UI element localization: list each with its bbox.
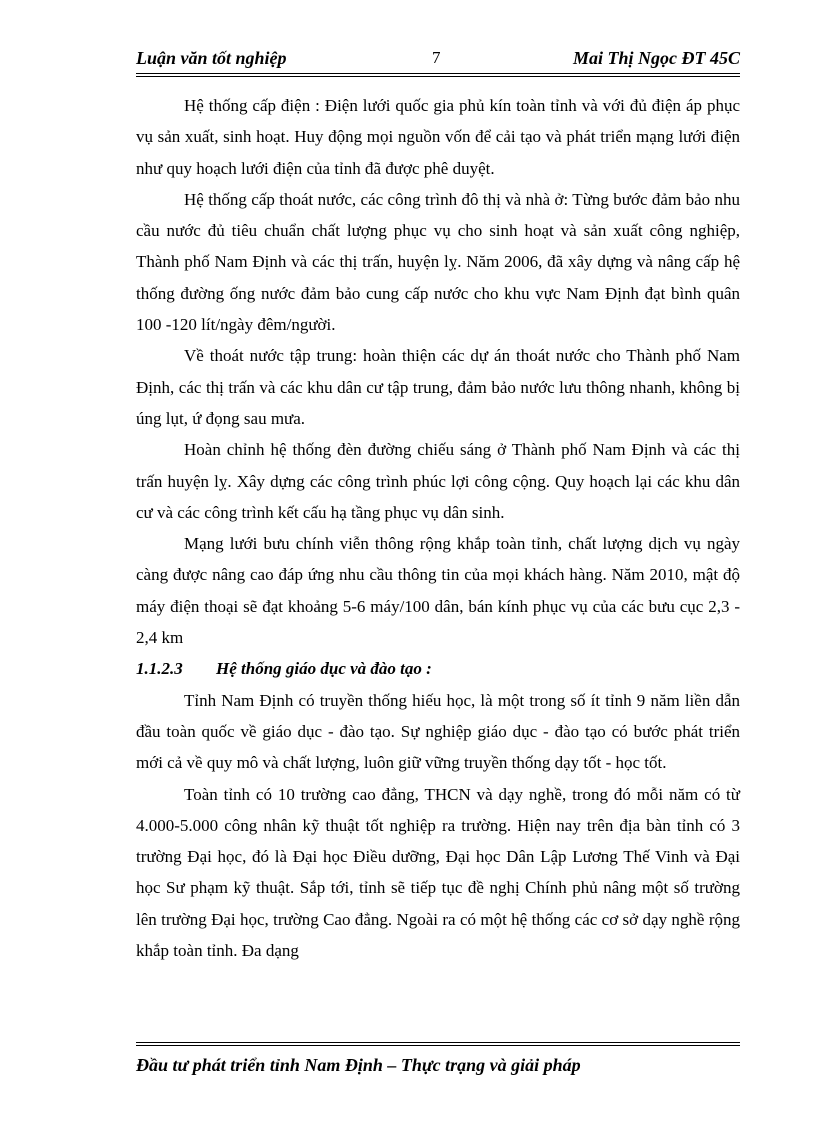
section-number: 1.1.2.3 xyxy=(136,659,183,679)
paragraph-drainage: Về thoát nước tập trung: hoàn thiện các dự án thoát nước cho Thành phố Nam Định, các thị trấn và các khu dân cư tập trung, đảm bảo nước lưu thông nhanh, không bị úng lụt, ứ đọng sau mưa. xyxy=(136,346,740,428)
header-author: Mai Thị Ngọc ĐT 45C xyxy=(572,48,740,68)
section-title: Hệ thống giáo dục và đào tạo : xyxy=(216,659,432,679)
paragraph-telecom: Mạng lưới bưu chính viễn thông rộng khắp toàn tỉnh, chất lượng dịch vụ ngày càng được nâng cao đáp ứng nhu cầu thông tin của mọi khách hàng. Năm 2010, mật độ máy điện thoại sẽ đạt khoảng 5-6 máy/100 dân, bán kính phục vụ của các bưu cục 2,3 - 2,4 km xyxy=(136,534,740,648)
section-heading xyxy=(136,653,740,684)
header-thesis-label: Luận văn tốt nghiệp xyxy=(136,48,287,68)
footer-rule xyxy=(136,1042,740,1043)
paragraph-education-tradition: Tỉnh Nam Định có truyền thống hiếu học, là một trong số ít tỉnh 9 năm liền dẫn đầu toàn quốc về giáo dục - đào tạo. Sự nghiệp giáo dục - đào tạo có bước phát triển mới cả về quy mô và chất lượng, luôn giữ vững truyền thống dạy tốt - học tốt. xyxy=(136,690,740,773)
header-rule-2 xyxy=(136,76,740,77)
paragraph-water-supply: Hệ thống cấp thoát nước, các công trình đô thị và nhà ở: Từng bước đảm bảo nhu cầu nước đủ tiêu chuẩn chất lượng phục vụ cho sinh hoạt và sản xuất công nghiệp, Thành phố Nam Định và các thị trấn, huyện lỵ. Năm 2006, đã xây dựng và nâng cấp hệ thống đường ống nước đảm bảo cung cấp nước cho khu vực Nam Định đạt bình quân 100 -120 lít/ngày đêm/người. xyxy=(136,189,740,335)
paragraph-electricity: Hệ thống cấp điện : Điện lưới quốc gia phủ kín toàn tỉnh và với đủ điện áp phục vụ sản xuất, sinh hoạt. Huy động mọi nguồn vốn để cải tạo và phát triển mạng lưới điện như quy hoạch lưới điện của tỉnh đã được phê duyệt. xyxy=(136,96,740,178)
page-number: 7 xyxy=(432,48,441,67)
paragraph-street-lighting: Hoàn chỉnh hệ thống đèn đường chiếu sáng ở Thành phố Nam Định và các thị trấn huyện lỵ. Xây dựng các công trình phúc lợi công cộng. Quy hoạch lại các khu dân cư và các công trình kết cấu hạ tầng phục vụ dân sinh. xyxy=(136,440,740,522)
page-header xyxy=(136,48,740,74)
footer-rule-2 xyxy=(136,1045,740,1046)
header-rule xyxy=(136,73,740,74)
paragraph-education-institutions: Toàn tỉnh có 10 trường cao đẳng, THCN và dạy nghề, trong đó mỗi năm có từ 4.000-5.000 công nhân kỹ thuật tốt nghiệp ra trường. Hiện nay trên địa bàn tỉnh có 3 trường Đại học, đó là Đại học Điều dưỡng, Đại học Dân Lập Lương Thế Vinh và Đại học Sư phạm kỹ thuật. Sắp tới, tỉnh sẽ tiếp tục đề nghị Chính phủ nâng một số trường lên trường Đại học, trường Cao đẳng. Ngoài ra có một hệ thống các cơ sở dạy nghề rộng khắp toàn tỉnh. Đa dạng xyxy=(136,784,740,961)
page-footer: Đầu tư phát triển tỉnh Nam Định – Thực trạng và giải pháp xyxy=(136,1055,581,1075)
page-body xyxy=(136,90,740,966)
